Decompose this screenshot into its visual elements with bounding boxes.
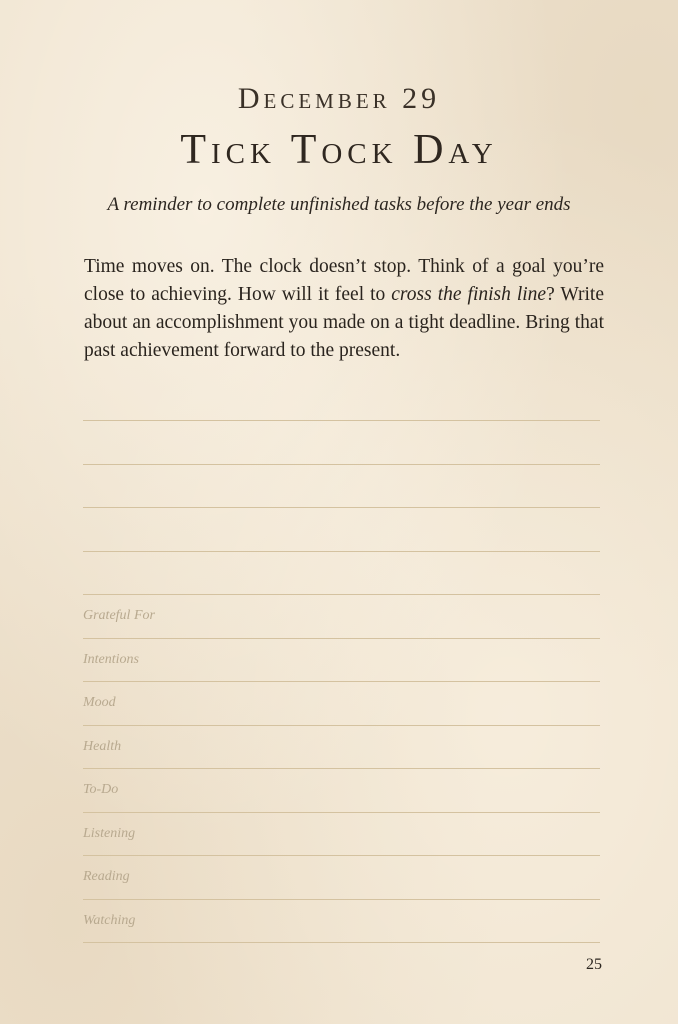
label-health: Health bbox=[83, 738, 122, 754]
writing-prompt bbox=[84, 253, 604, 365]
blank-line[interactable] bbox=[83, 594, 600, 595]
entry-line-to-do[interactable] bbox=[83, 812, 600, 813]
blank-line[interactable] bbox=[83, 551, 600, 552]
label-mood: Mood bbox=[83, 695, 116, 710]
label-listening: Listening bbox=[83, 825, 136, 841]
prompt-text-end: ? Write about an accomplishment you made on a tight deadline. Bring that past achievement forward to the present. bbox=[84, 284, 604, 361]
blank-line[interactable] bbox=[83, 420, 600, 421]
label-intentions: Intentions bbox=[83, 651, 139, 667]
entry-line-watching[interactable] bbox=[83, 942, 600, 943]
entry-line-health[interactable] bbox=[83, 768, 600, 769]
prompt-emphasis: cross the finish line bbox=[391, 284, 547, 305]
entry-line-listening[interactable] bbox=[83, 855, 600, 856]
prompt-text-start: Time moves on. The clock doesn’t stop. Think of a goal you’re close to achieving. How will it feel to bbox=[84, 256, 604, 305]
entry-line-grateful-for[interactable] bbox=[83, 638, 600, 639]
entry-line-mood[interactable] bbox=[83, 725, 600, 726]
label-reading: Reading bbox=[83, 869, 130, 884]
entry-line-intentions[interactable] bbox=[83, 681, 600, 682]
blank-line[interactable] bbox=[83, 464, 600, 465]
label-grateful-for: Grateful For bbox=[83, 608, 155, 623]
label-to-do: To-Do bbox=[83, 782, 119, 797]
page-number: 25 bbox=[586, 956, 602, 973]
subtitle: A reminder to complete unfinished tasks before the year ends bbox=[107, 194, 571, 215]
date-heading: December 29 bbox=[237, 82, 441, 115]
label-watching: Watching bbox=[83, 912, 136, 928]
entry-line-reading[interactable] bbox=[83, 899, 600, 900]
day-title: Tick Tock Day bbox=[180, 127, 498, 173]
blank-line[interactable] bbox=[83, 507, 600, 508]
